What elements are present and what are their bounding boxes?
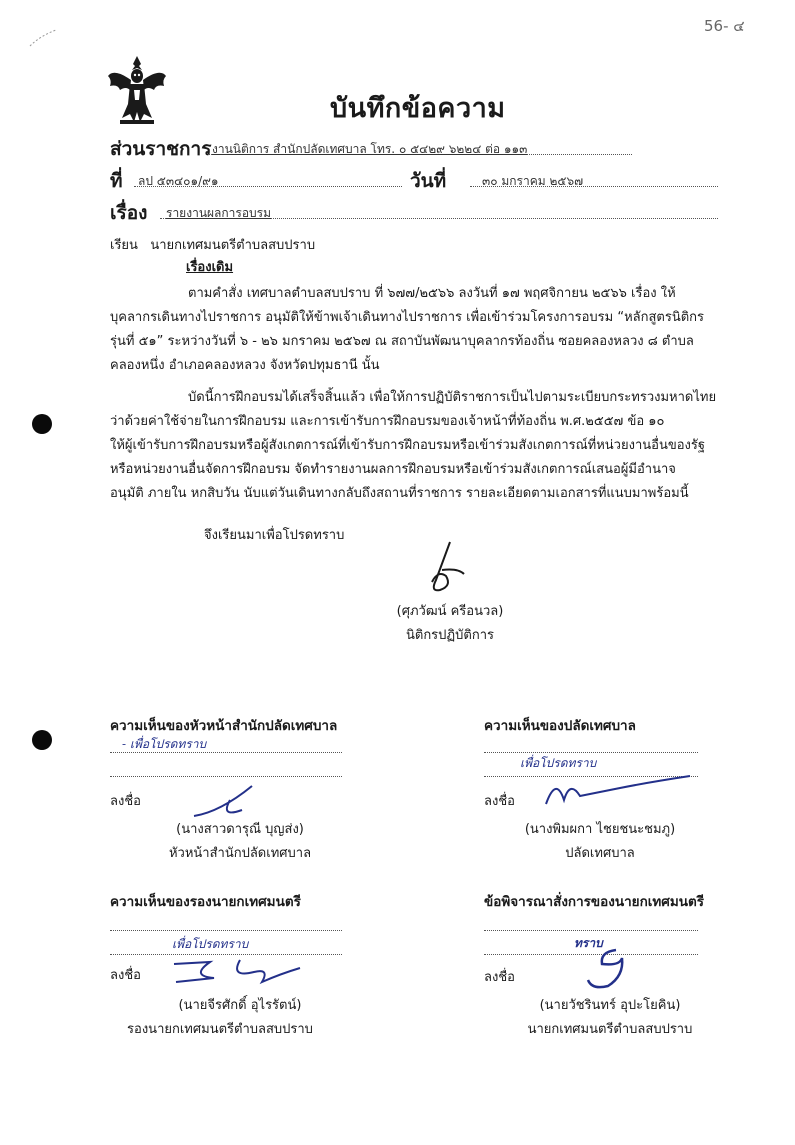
head-office-signature xyxy=(190,782,270,822)
sign-label: ลงชื่อ xyxy=(484,794,515,809)
closing-text: จึงเรียนมาเพื่อโปรดทราบ xyxy=(204,528,345,543)
deputy-mayor-name: (นายจีรศักดิ์ อุไรรัตน์) xyxy=(178,998,302,1013)
punch-hole xyxy=(32,414,52,434)
paragraph1-line: รุ่นที่ ๕๑” ระหว่างวันที่ ๖ - ๒๖ มกราคม ๒๕๖๗ ณ สถาบันพัฒนาบุคลากรท้องถิ่น ซอยคลองหลวง ๘ ตำบล xyxy=(110,334,694,349)
page-number-handwritten: 56- ๔ xyxy=(704,17,745,35)
mayor-handwritten: ทราบ xyxy=(574,936,603,950)
background-heading: เรื่องเดิม xyxy=(186,260,234,275)
clerk-name: (นางพิมผกา ไชยชนะชมภู) xyxy=(524,822,676,837)
date-label: วันที่ xyxy=(410,170,447,192)
head-office-name: (นางสาวดารุณี บุญส่ง) xyxy=(176,822,304,837)
paragraph2-line: ว่าด้วยค่าใช้จ่ายในการฝึกอบรม และการเข้ารับการฝึกอบรมของเจ้าหน้าที่ท้องถิ่น พ.ศ.๒๕๕๗ ข้อ ๑๐ xyxy=(110,414,665,429)
mayor-signature xyxy=(580,946,640,990)
paragraph2-line: หรือหน่วยงานอื่นจัดการฝึกอบรม จัดทำรายงานผลการฝึกอบรมหรือเข้าร่วมสังเกตการณ์เสนอผู้มีอำนาจ xyxy=(110,462,676,477)
clerk-signature xyxy=(540,774,700,810)
clerk-opinion-title: ความเห็นของปลัดเทศบาล xyxy=(484,718,636,734)
clerk-handwritten: เพื่อโปรดทราบ xyxy=(520,756,597,770)
paragraph1-line: บุคลากรเดินทางไปราชการ อนุมัติให้ข้าพเจ้าเดินทางไปราชการ เพื่อเข้าร่วมโครงการอบรม “หลักสูตรนิติกร xyxy=(110,310,705,325)
salutation: เรียน นายกเทศมนตรีตำบลสบปราบ xyxy=(110,238,316,253)
deputy-mayor-signature xyxy=(170,954,310,988)
subject-label: เรื่อง xyxy=(110,202,148,224)
garuda-emblem-icon xyxy=(106,54,168,126)
sign-label: ลงชื่อ xyxy=(484,970,515,985)
paragraph1-line: ตามคำสั่ง เทศบาลตำบลสบปราบ ที่ ๖๗๗/๒๕๖๖ ลงวันที่ ๑๗ พฤศจิกายน ๒๕๖๖ เรื่อง ให้ xyxy=(188,286,676,301)
department-label: ส่วนราชการ xyxy=(110,138,212,160)
opinion-line xyxy=(110,776,342,777)
memo-title: บันทึกข้อความ xyxy=(330,93,506,124)
deputy-mayor-handwritten: เพื่อโปรดทราบ xyxy=(172,937,249,951)
author-position: นิติกรปฏิบัติการ xyxy=(405,628,494,643)
opinion-line xyxy=(484,752,698,753)
head-office-opinion-title: ความเห็นของหัวหน้าสำนักปลัดเทศบาล xyxy=(110,718,338,734)
date-value: ๓๐ มกราคม ๒๕๖๗ xyxy=(482,174,584,188)
author-signature xyxy=(420,540,470,596)
paragraph1-line: คลองหนึ่ง อำเภอคลองหลวง จังหวัดปทุมธานี นั้น xyxy=(110,358,380,373)
subject-value: รายงานผลการอบรม xyxy=(166,206,272,220)
deputy-mayor-opinion-title: ความเห็นของรองนายกเทศมนตรี xyxy=(110,894,301,910)
paragraph2-line: อนุมัติ ภายใน หกสิบวัน นับแต่วันเดินทางกลับถึงสถานที่ราชการ รายละเอียดตามเอกสารที่แนบมาพร้อมนี้ xyxy=(110,486,689,501)
opinion-line xyxy=(110,930,342,931)
mayor-position: นายกเทศมนตรีตำบลสบปราบ xyxy=(527,1022,693,1037)
head-office-position: หัวหน้าสำนักปลัดเทศบาล xyxy=(168,846,312,861)
head-office-handwritten: - เพื่อโปรดทราบ xyxy=(122,737,207,751)
sign-label: ลงชื่อ xyxy=(110,794,141,809)
paragraph2-line: ให้ผู้เข้ารับการฝึกอบรมหรือผู้สังเกตการณ์ที่เข้ารับการฝึกอบรมหรือเข้าร่วมสังเกตการณ์ที่หน่วยงานอื่นของรัฐ xyxy=(110,438,706,453)
ref-label: ที่ xyxy=(110,170,123,192)
mayor-decision-title: ข้อพิจารณาสั่งการของนายกเทศมนตรี xyxy=(484,894,704,910)
paragraph2-line: บัดนี้การฝึกอบรมได้เสร็จสิ้นแล้ว เพื่อให้การปฏิบัติราชการเป็นไปตามระเบียบกระทรวงมหาดไทย xyxy=(188,390,717,405)
ref-value: ลป ๕๓๔๐๑/๙๑ xyxy=(138,174,219,188)
clerk-position: ปลัดเทศบาล xyxy=(565,846,635,861)
mayor-name: (นายวัชรินทร์ อุปะโยคิน) xyxy=(539,998,681,1013)
opinion-line xyxy=(484,930,698,931)
scan-mark-icon xyxy=(30,28,60,48)
department-value: งานนิติการ สำนักปลัดเทศบาล โทร. ๐ ๕๔๒๙ ๖๒๒๔ ต่อ ๑๑๓ xyxy=(212,142,528,156)
author-name: (ศุภวัฒน์ ครีอนวล) xyxy=(396,604,504,619)
punch-hole xyxy=(32,730,52,750)
deputy-mayor-position: รองนายกเทศมนตรีตำบลสบปราบ xyxy=(127,1022,313,1037)
sign-label: ลงชื่อ xyxy=(110,968,141,983)
